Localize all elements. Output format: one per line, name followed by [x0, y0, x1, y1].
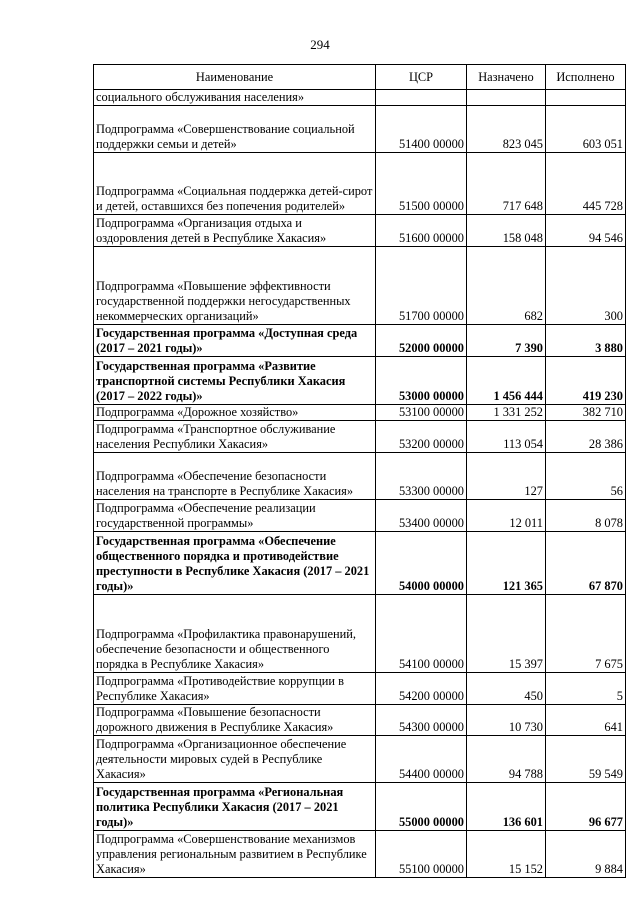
cell-name: Государственная программа «Обеспечение общественного порядка и противодействие преступности в Республике Хакасия (2017 – 2021 годы)» [94, 532, 376, 595]
cell-assigned: 121 365 [467, 532, 546, 595]
table-row [94, 783, 626, 831]
table-body [94, 90, 626, 878]
cell-executed: 96 677 [546, 783, 626, 831]
cell-executed: 94 546 [546, 215, 626, 247]
cell-csr: 51400 00000 [376, 106, 467, 153]
cell-executed: 445 728 [546, 153, 626, 215]
table-row [94, 705, 626, 736]
cell-csr: 53400 00000 [376, 500, 467, 532]
cell-csr: 54300 00000 [376, 705, 467, 736]
table-row [94, 106, 626, 153]
table-row [94, 595, 626, 673]
cell-assigned: 158 048 [467, 215, 546, 247]
cell-assigned: 113 054 [467, 421, 546, 453]
cell-name: Подпрограмма «Социальная поддержка детей-сирот и детей, оставшихся без попечения родителей» [94, 153, 376, 215]
table-row [94, 453, 626, 500]
cell-csr: 51500 00000 [376, 153, 467, 215]
cell-csr: 51600 00000 [376, 215, 467, 247]
cell-executed: 641 [546, 705, 626, 736]
cell-csr: 55100 00000 [376, 831, 467, 878]
cell-assigned: 94 788 [467, 736, 546, 783]
cell-csr: 53000 00000 [376, 357, 467, 405]
table-row [94, 421, 626, 453]
cell-executed: 603 051 [546, 106, 626, 153]
cell-name: Подпрограмма «Повышение эффективности государственной поддержки негосударственных некоммерческих организаций» [94, 247, 376, 325]
cell-csr: 52000 00000 [376, 325, 467, 357]
cell-name: Подпрограмма «Противодействие коррупции в Республике Хакасия» [94, 673, 376, 705]
cell-csr: 54000 00000 [376, 532, 467, 595]
table-row [94, 831, 626, 878]
cell-csr: 54100 00000 [376, 595, 467, 673]
cell-executed: 59 549 [546, 736, 626, 783]
header-executed: Исполнено [546, 65, 626, 90]
table-row [94, 357, 626, 405]
cell-assigned: 717 648 [467, 153, 546, 215]
cell-executed: 28 386 [546, 421, 626, 453]
cell-csr: 55000 00000 [376, 783, 467, 831]
table-row [94, 532, 626, 595]
page-number: 294 [310, 37, 330, 52]
table-row [94, 153, 626, 215]
cell-assigned [467, 90, 546, 106]
table-row [94, 405, 626, 421]
cell-name: Подпрограмма «Совершенствование механизмов управления региональным развитием в Республике Хакасия» [94, 831, 376, 878]
cell-executed: 56 [546, 453, 626, 500]
cell-csr: 54400 00000 [376, 736, 467, 783]
cell-assigned: 1 331 252 [467, 405, 546, 421]
cell-assigned: 15 397 [467, 595, 546, 673]
cell-name: Подпрограмма «Повышение безопасности дорожного движения в Республике Хакасия» [94, 705, 376, 736]
cell-executed [546, 90, 626, 106]
cell-csr: 53300 00000 [376, 453, 467, 500]
table-row [94, 90, 626, 106]
cell-assigned: 823 045 [467, 106, 546, 153]
header-name: Наименование [94, 65, 376, 90]
table-row [94, 736, 626, 783]
cell-executed: 9 884 [546, 831, 626, 878]
cell-executed: 382 710 [546, 405, 626, 421]
cell-name: Подпрограмма «Организационное обеспечение деятельности мировых судей в Республике Хакасия» [94, 736, 376, 783]
cell-executed: 67 870 [546, 532, 626, 595]
budget-table [93, 64, 626, 878]
cell-executed: 3 880 [546, 325, 626, 357]
cell-assigned: 450 [467, 673, 546, 705]
cell-assigned: 127 [467, 453, 546, 500]
header-csr: ЦСР [376, 65, 467, 90]
cell-name: Государственная программа «Региональная политика Республики Хакасия (2017 – 2021 годы)» [94, 783, 376, 831]
cell-name: Подпрограмма «Обеспечение безопасности населения на транспорте в Республике Хакасия» [94, 453, 376, 500]
cell-executed: 419 230 [546, 357, 626, 405]
cell-csr: 53100 00000 [376, 405, 467, 421]
table-row [94, 673, 626, 705]
table-row [94, 500, 626, 532]
cell-executed: 5 [546, 673, 626, 705]
cell-name: Подпрограмма «Дорожное хозяйство» [94, 405, 376, 421]
table-row [94, 215, 626, 247]
cell-executed: 8 078 [546, 500, 626, 532]
cell-name: Подпрограмма «Профилактика правонарушений, обеспечение безопасности и общественного порядка в Республике Хакасия» [94, 595, 376, 673]
header-assigned: Назначено [467, 65, 546, 90]
table-header-row [94, 65, 626, 90]
cell-name: Государственная программа «Доступная среда (2017 – 2021 годы)» [94, 325, 376, 357]
cell-executed: 300 [546, 247, 626, 325]
cell-name: Подпрограмма «Транспортное обслуживание населения Республики Хакасия» [94, 421, 376, 453]
cell-csr: 51700 00000 [376, 247, 467, 325]
cell-csr: 53200 00000 [376, 421, 467, 453]
cell-csr: 54200 00000 [376, 673, 467, 705]
cell-assigned: 1 456 444 [467, 357, 546, 405]
table-row [94, 247, 626, 325]
cell-assigned: 10 730 [467, 705, 546, 736]
cell-name: Государственная программа «Развитие транспортной системы Республики Хакасия (2017 – 2022 годы)» [94, 357, 376, 405]
cell-name: Подпрограмма «Организация отдыха и оздоровления детей в Республике Хакасия» [94, 215, 376, 247]
cell-assigned: 15 152 [467, 831, 546, 878]
cell-assigned: 136 601 [467, 783, 546, 831]
cell-executed: 7 675 [546, 595, 626, 673]
cell-name: Подпрограмма «Совершенствование социальной поддержки семьи и детей» [94, 106, 376, 153]
cell-name: Подпрограмма «Обеспечение реализации государственной программы» [94, 500, 376, 532]
cell-name: социального обслуживания населения» [94, 90, 376, 106]
cell-assigned: 682 [467, 247, 546, 325]
cell-assigned: 12 011 [467, 500, 546, 532]
cell-csr [376, 90, 467, 106]
cell-assigned: 7 390 [467, 325, 546, 357]
table-row [94, 325, 626, 357]
